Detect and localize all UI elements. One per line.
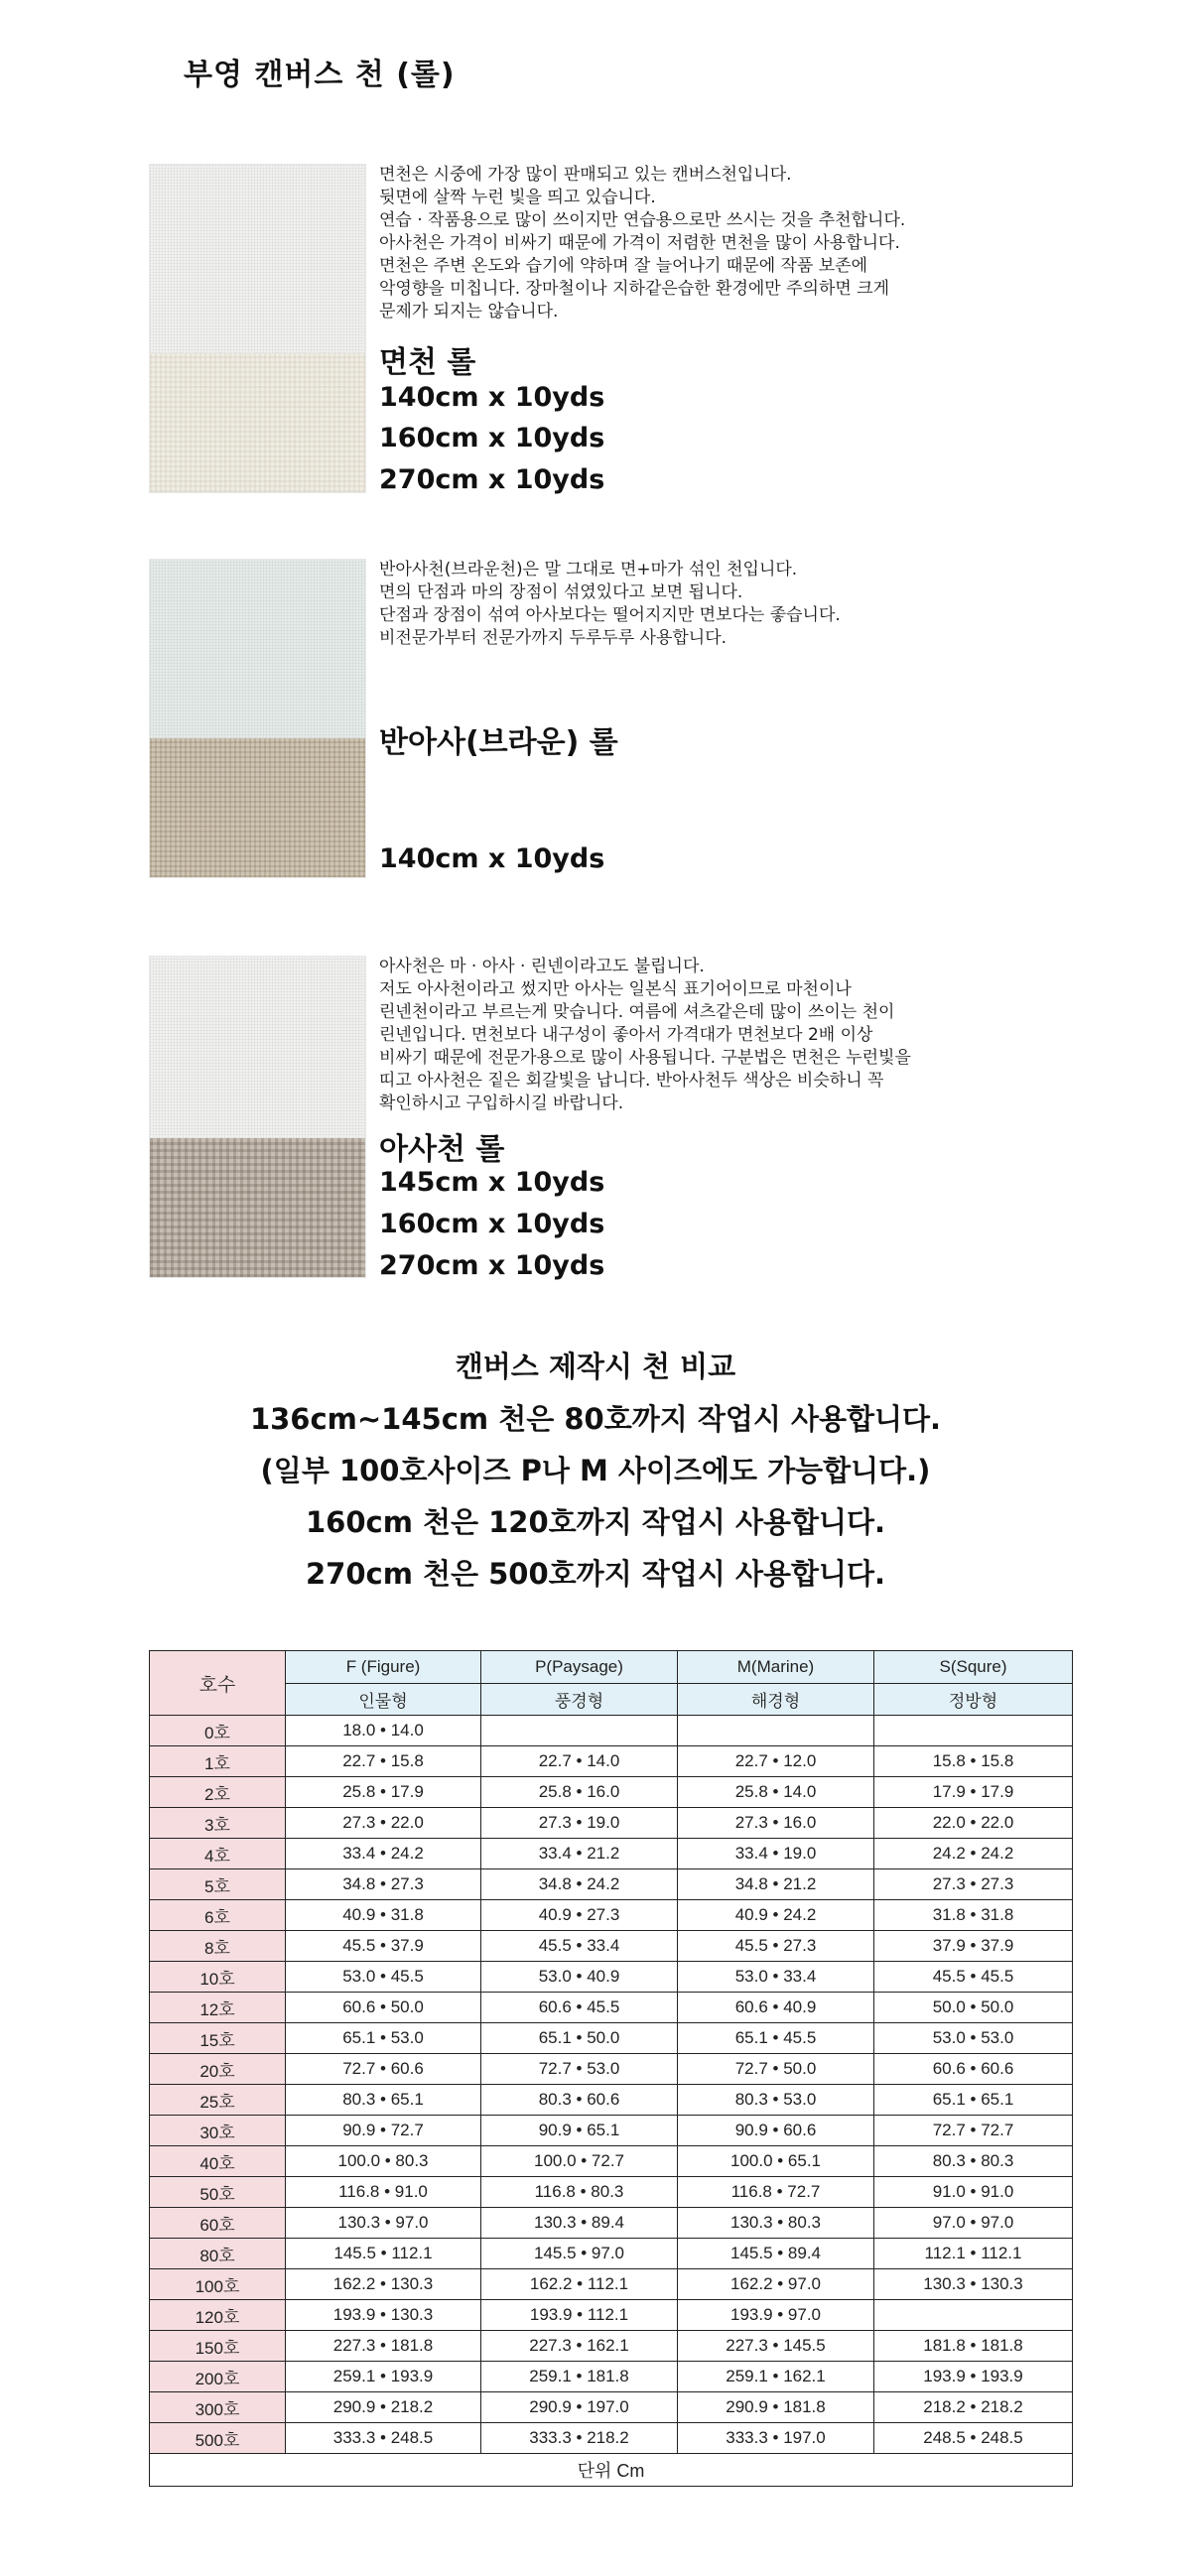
- f-size-cell: 53.0 • 45.5: [286, 1962, 481, 1993]
- comparison-title: 캔버스 제작시 천 비교: [455, 1350, 736, 1383]
- f-size-cell: 193.9 • 130.3: [286, 2300, 481, 2331]
- ho-cell: 6호: [150, 1900, 286, 1931]
- f-size-cell: 90.9 • 72.7: [286, 2116, 481, 2146]
- linen-fabric-swatch: [149, 956, 366, 1278]
- comparison-line: (일부 100호사이즈 P나 M 사이즈에도 가능합니다.): [260, 1454, 931, 1487]
- m-size-cell: 100.0 • 65.1: [678, 2146, 874, 2177]
- cotton-fabric-swatch: [149, 164, 366, 493]
- m-size-cell: 130.3 • 80.3: [678, 2208, 874, 2239]
- m-size-cell: 162.2 • 97.0: [678, 2269, 874, 2300]
- s-size-cell: 45.5 • 45.5: [874, 1962, 1073, 1993]
- table-row: [150, 2146, 1073, 2177]
- ho-cell: 2호: [150, 1777, 286, 1808]
- p-size-cell: 34.8 • 24.2: [481, 1869, 678, 1900]
- m-size-cell: 290.9 • 181.8: [678, 2392, 874, 2423]
- f-size-cell: 100.0 • 80.3: [286, 2146, 481, 2177]
- ho-cell: 500호: [150, 2423, 286, 2454]
- p-size-cell: 116.8 • 80.3: [481, 2177, 678, 2208]
- s-size-cell: 248.5 • 248.5: [874, 2423, 1073, 2454]
- p-size-cell: 80.3 • 60.6: [481, 2085, 678, 2116]
- f-size-cell: 290.9 • 218.2: [286, 2392, 481, 2423]
- table-row: [150, 1808, 1073, 1839]
- table-row: [150, 1839, 1073, 1869]
- size-table-body: [150, 1716, 1073, 2454]
- f-size-cell: 34.8 • 27.3: [286, 1869, 481, 1900]
- m-size-cell: [678, 1716, 874, 1746]
- ho-cell: 300호: [150, 2392, 286, 2423]
- s-size-cell: 22.0 • 22.0: [874, 1808, 1073, 1839]
- column-name-f: 인물형: [286, 1683, 481, 1716]
- f-size-cell: 333.3 • 248.5: [286, 2423, 481, 2454]
- f-size-cell: 60.6 • 50.0: [286, 1993, 481, 2023]
- p-size-cell: 100.0 • 72.7: [481, 2146, 678, 2177]
- column-name-p: 풍경형: [481, 1683, 678, 1716]
- p-size-cell: 162.2 • 112.1: [481, 2269, 678, 2300]
- s-size-cell: 60.6 • 60.6: [874, 2054, 1073, 2085]
- ho-cell: 10호: [150, 1962, 286, 1993]
- m-size-cell: 65.1 • 45.5: [678, 2023, 874, 2054]
- table-row: [150, 1716, 1073, 1746]
- ho-cell: 8호: [150, 1931, 286, 1962]
- s-size-cell: 97.0 • 97.0: [874, 2208, 1073, 2239]
- f-size-cell: 65.1 • 53.0: [286, 2023, 481, 2054]
- m-size-cell: 53.0 • 33.4: [678, 1962, 874, 1993]
- ho-cell: 30호: [150, 2116, 286, 2146]
- s-size-cell: 37.9 • 37.9: [874, 1931, 1073, 1962]
- m-size-cell: 333.3 • 197.0: [678, 2423, 874, 2454]
- s-size-cell: 181.8 • 181.8: [874, 2331, 1073, 2362]
- m-size-cell: 90.9 • 60.6: [678, 2116, 874, 2146]
- p-size-cell: 60.6 • 45.5: [481, 1993, 678, 2023]
- p-size-cell: 145.5 • 97.0: [481, 2239, 678, 2269]
- m-size-cell: 116.8 • 72.7: [678, 2177, 874, 2208]
- ho-cell: 25호: [150, 2085, 286, 2116]
- p-size-cell: 33.4 • 21.2: [481, 1839, 678, 1869]
- ho-cell: 3호: [150, 1808, 286, 1839]
- p-size-cell: 333.3 • 218.2: [481, 2423, 678, 2454]
- table-row: [150, 1900, 1073, 1931]
- ho-cell: 1호: [150, 1746, 286, 1777]
- f-size-cell: 227.3 • 181.8: [286, 2331, 481, 2362]
- f-size-cell: 162.2 • 130.3: [286, 2269, 481, 2300]
- f-size-cell: 45.5 • 37.9: [286, 1931, 481, 1962]
- s-size-cell: 91.0 • 91.0: [874, 2177, 1073, 2208]
- table-row: [150, 2054, 1073, 2085]
- table-row: [150, 1993, 1073, 2023]
- table-row: [150, 2085, 1073, 2116]
- p-size-cell: 90.9 • 65.1: [481, 2116, 678, 2146]
- table-row: [150, 2239, 1073, 2269]
- p-size-cell: 45.5 • 33.4: [481, 1931, 678, 1962]
- s-size-cell: 112.1 • 112.1: [874, 2239, 1073, 2269]
- unit-note: 단위 Cm: [150, 2454, 1073, 2487]
- s-size-cell: 27.3 • 27.3: [874, 1869, 1073, 1900]
- p-size-cell: 27.3 • 19.0: [481, 1808, 678, 1839]
- s-size-cell: 31.8 • 31.8: [874, 1900, 1073, 1931]
- ho-cell: 15호: [150, 2023, 286, 2054]
- column-name-m: 해경형: [678, 1683, 874, 1716]
- table-row: [150, 2300, 1073, 2331]
- f-size-cell: 116.8 • 91.0: [286, 2177, 481, 2208]
- ho-cell: 40호: [150, 2146, 286, 2177]
- table-row: [150, 2331, 1073, 2362]
- m-size-cell: 40.9 • 24.2: [678, 1900, 874, 1931]
- m-size-cell: 227.3 • 145.5: [678, 2331, 874, 2362]
- table-row: [150, 2423, 1073, 2454]
- f-size-cell: 25.8 • 17.9: [286, 1777, 481, 1808]
- product-size: 145cm x 10yds: [379, 1167, 605, 1198]
- table-row: [150, 1931, 1073, 1962]
- product-name: 반아사(브라운) 롤: [379, 725, 618, 760]
- s-size-cell: 80.3 • 80.3: [874, 2146, 1073, 2177]
- p-size-cell: [481, 1716, 678, 1746]
- product-size: 270cm x 10yds: [379, 464, 605, 495]
- s-size-cell: 193.9 • 193.9: [874, 2362, 1073, 2392]
- f-size-cell: 72.7 • 60.6: [286, 2054, 481, 2085]
- table-row: [150, 2269, 1073, 2300]
- f-size-cell: 130.3 • 97.0: [286, 2208, 481, 2239]
- p-size-cell: 72.7 • 53.0: [481, 2054, 678, 2085]
- ho-cell: 200호: [150, 2362, 286, 2392]
- f-size-cell: 33.4 • 24.2: [286, 1839, 481, 1869]
- s-size-cell: 50.0 • 50.0: [874, 1993, 1073, 2023]
- comparison-line: 270cm 천은 500호까지 작업시 사용합니다.: [305, 1557, 886, 1591]
- f-size-cell: 40.9 • 31.8: [286, 1900, 481, 1931]
- table-row: [150, 2177, 1073, 2208]
- table-row: [150, 1869, 1073, 1900]
- m-size-cell: 80.3 • 53.0: [678, 2085, 874, 2116]
- ho-cell: 120호: [150, 2300, 286, 2331]
- p-size-cell: 227.3 • 162.1: [481, 2331, 678, 2362]
- table-row: [150, 2362, 1073, 2392]
- table-row: [150, 2208, 1073, 2239]
- f-size-cell: 80.3 • 65.1: [286, 2085, 481, 2116]
- product-description: 반아사천(브라운천)은 말 그대로 면+마가 섞인 천입니다. 면의 단점과 마의 장점이 섞였있다고 보면 됩니다. 단점과 장점이 섞여 아사보다는 떨어지지만 면보다는 좋습니다. 비전문가부터 전문가까지 두루두루 사용합니다.: [379, 560, 841, 648]
- m-size-cell: 259.1 • 162.1: [678, 2362, 874, 2392]
- m-size-cell: 193.9 • 97.0: [678, 2300, 874, 2331]
- m-size-cell: 22.7 • 12.0: [678, 1746, 874, 1777]
- m-size-cell: 145.5 • 89.4: [678, 2239, 874, 2269]
- table-row: [150, 2023, 1073, 2054]
- product-description: 면천은 시중에 가장 많이 판매되고 있는 캔버스천입니다. 뒷면에 살짝 누런 빛을 띄고 있습니다. 연습 · 작품용으로 많이 쓰이지만 연습용으로만 쓰시는 것을 추천합니다. 아사천은 가격이 비싸기 때문에 가격이 저렴한 면천을 많이 사용합니다. 면천은 주변 온도와 습기에 약하며 잘 늘어나기 때문에 작품 보존에 악영향을 미칩니다. 장마철이나 지하같은습한 환경에만 주의하면 크게 문제가 되지는 않습니다.: [379, 165, 906, 322]
- p-size-cell: 259.1 • 181.8: [481, 2362, 678, 2392]
- column-code-s: S(Squre): [874, 1651, 1073, 1684]
- ho-cell: 20호: [150, 2054, 286, 2085]
- m-size-cell: 45.5 • 27.3: [678, 1931, 874, 1962]
- page-title: 부영 캔버스 천 (롤): [184, 58, 456, 92]
- f-size-cell: 27.3 • 22.0: [286, 1808, 481, 1839]
- s-size-cell: 72.7 • 72.7: [874, 2116, 1073, 2146]
- canvas-size-table: [149, 1650, 1072, 2487]
- p-size-cell: 193.9 • 112.1: [481, 2300, 678, 2331]
- comparison-line: 160cm 천은 120호까지 작업시 사용합니다.: [305, 1505, 886, 1539]
- m-size-cell: 33.4 • 19.0: [678, 1839, 874, 1869]
- product-size: 140cm x 10yds: [379, 382, 605, 413]
- ho-cell: 60호: [150, 2208, 286, 2239]
- s-size-cell: 15.8 • 15.8: [874, 1746, 1073, 1777]
- comparison-line: 136cm~145cm 천은 80호까지 작업시 사용합니다.: [249, 1402, 942, 1436]
- f-size-cell: 145.5 • 112.1: [286, 2239, 481, 2269]
- m-size-cell: 60.6 • 40.9: [678, 1993, 874, 2023]
- half-linen-fabric-swatch: [149, 559, 366, 878]
- m-size-cell: 72.7 • 50.0: [678, 2054, 874, 2085]
- p-size-cell: 25.8 • 16.0: [481, 1777, 678, 1808]
- p-size-cell: 290.9 • 197.0: [481, 2392, 678, 2423]
- product-description: 아사천은 마 · 아사 · 린넨이라고도 불립니다. 저도 아사천이라고 썼지만 아사는 일본식 표기어이므로 마천이나 린넨천이라고 부르는게 맞습니다. 여름에 셔츠같은데 많이 쓰이는 천이 린넨입니다. 면천보다 내구성이 좋아서 가격대가 면천보다 2배 이상 비싸기 때문에 전문가용으로 많이 사용됩니다. 구분법은 면천은 누런빛을 띠고 아사천은 짙은 회갈빛을 납니다. 반아사천두 색상은 비슷하니 꼭 확인하시고 구입하시길 바랍니다.: [379, 957, 911, 1113]
- ho-cell: 12호: [150, 1993, 286, 2023]
- p-size-cell: 53.0 • 40.9: [481, 1962, 678, 1993]
- f-size-cell: 22.7 • 15.8: [286, 1746, 481, 1777]
- table-row: [150, 1777, 1073, 1808]
- m-size-cell: 27.3 • 16.0: [678, 1808, 874, 1839]
- table-row: [150, 1962, 1073, 1993]
- ho-cell: 80호: [150, 2239, 286, 2269]
- p-size-cell: 65.1 • 50.0: [481, 2023, 678, 2054]
- m-size-cell: 25.8 • 14.0: [678, 1777, 874, 1808]
- column-name-s: 정방형: [874, 1683, 1073, 1716]
- ho-cell: 0호: [150, 1716, 286, 1746]
- column-code-m: M(Marine): [678, 1651, 874, 1684]
- product-size: 160cm x 10yds: [379, 423, 605, 453]
- s-size-cell: 17.9 • 17.9: [874, 1777, 1073, 1808]
- s-size-cell: 130.3 • 130.3: [874, 2269, 1073, 2300]
- p-size-cell: 22.7 • 14.0: [481, 1746, 678, 1777]
- f-size-cell: 18.0 • 14.0: [286, 1716, 481, 1746]
- ho-cell: 100호: [150, 2269, 286, 2300]
- m-size-cell: 34.8 • 21.2: [678, 1869, 874, 1900]
- product-size: 140cm x 10yds: [379, 843, 605, 874]
- s-size-cell: 218.2 • 218.2: [874, 2392, 1073, 2423]
- f-size-cell: 259.1 • 193.9: [286, 2362, 481, 2392]
- product-name: 아사천 롤: [379, 1132, 505, 1167]
- product-name: 면천 롤: [379, 345, 476, 380]
- ho-cell: 150호: [150, 2331, 286, 2362]
- s-size-cell: 24.2 • 24.2: [874, 1839, 1073, 1869]
- p-size-cell: 40.9 • 27.3: [481, 1900, 678, 1931]
- hosu-header: 호수: [150, 1651, 286, 1716]
- column-code-p: P(Paysage): [481, 1651, 678, 1684]
- s-size-cell: 53.0 • 53.0: [874, 2023, 1073, 2054]
- table-row: [150, 2392, 1073, 2423]
- column-code-f: F (Figure): [286, 1651, 481, 1684]
- product-size: 160cm x 10yds: [379, 1209, 605, 1239]
- size-table: [149, 1650, 1073, 2487]
- product-size: 270cm x 10yds: [379, 1250, 605, 1281]
- ho-cell: 50호: [150, 2177, 286, 2208]
- s-size-cell: [874, 1716, 1073, 1746]
- s-size-cell: 65.1 • 65.1: [874, 2085, 1073, 2116]
- table-row: [150, 1746, 1073, 1777]
- s-size-cell: [874, 2300, 1073, 2331]
- ho-cell: 4호: [150, 1839, 286, 1869]
- p-size-cell: 130.3 • 89.4: [481, 2208, 678, 2239]
- table-row: [150, 2116, 1073, 2146]
- ho-cell: 5호: [150, 1869, 286, 1900]
